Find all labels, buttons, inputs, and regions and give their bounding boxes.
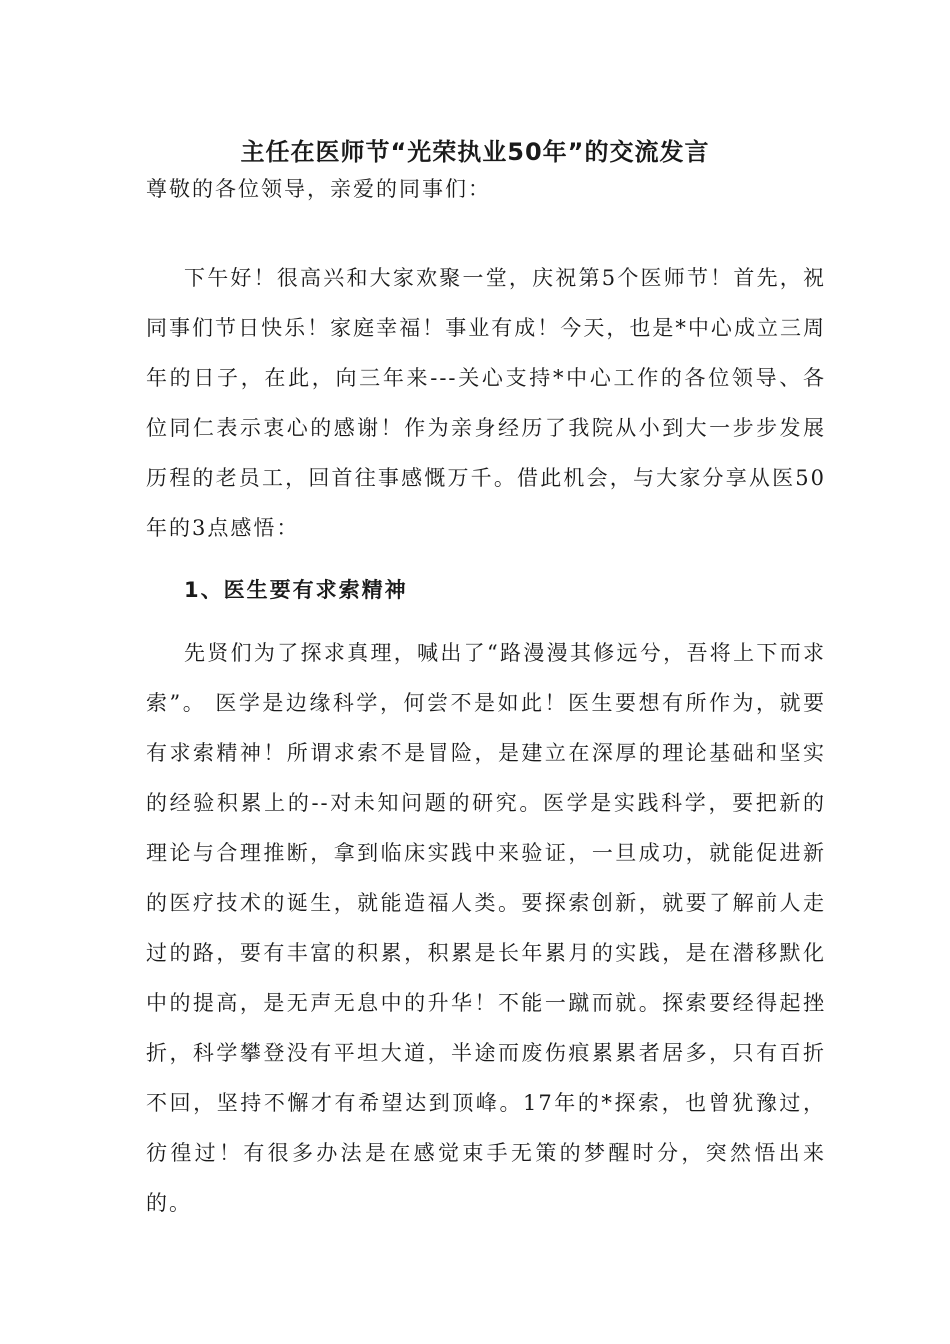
paragraph-opening: 下午好！很高兴和大家欢聚一堂，庆祝第5个医师节！首先，祝同事们节日快乐！家庭幸福！事业有成！今天，也是*中心成立三周年的日子，在此，向三年来---关心支持*中心工作的各位领导、各位同仁表示衷心的感谢！作为亲身经历了我院从小到大一步步发展历程的老员工，回首往事感慨万千。借此机会，与大家分享从医50年的3点感悟： [146,266,826,540]
section-heading: 1、医生要有求索精神 [184,578,408,602]
salutation: 尊敬的各位领导，亲爱的同事们： [146,177,491,201]
paragraph-section-1: 先贤们为了探求真理，喊出了“路漫漫其修远兮，吾将上下而求索”。 医学是边缘科学，何尝不是如此！医生要想有所作为，就要有求索精神！所谓求索不是冒险，是建立在深厚的理论基础和坚实的经验积累上的--对未知问题的研究。医学是实践科学，要把新的理论与合理推断，拿到临床实践中来验证，一旦成功，就能促进新的医疗技术的诞生，就能造福人类。要探索创新，就要了解前人走过的路，要有丰富的积累，积累是长年累月的实践，是在潜移默化中的提高，是无声无息中的升华！不能一蹴而就。探索要经得起挫折，科学攀登没有平坦大道，半途而废伤痕累累者居多，只有百折不回，坚持不懈才有希望达到顶峰。17年的*探索，也曾犹豫过，彷徨过！有很多办法是在感觉束手无策的梦醒时分，突然悟出来的。 [146,641,826,1215]
document-title: 主任在医师节“光荣执业50年”的交流发言 [240,138,710,166]
